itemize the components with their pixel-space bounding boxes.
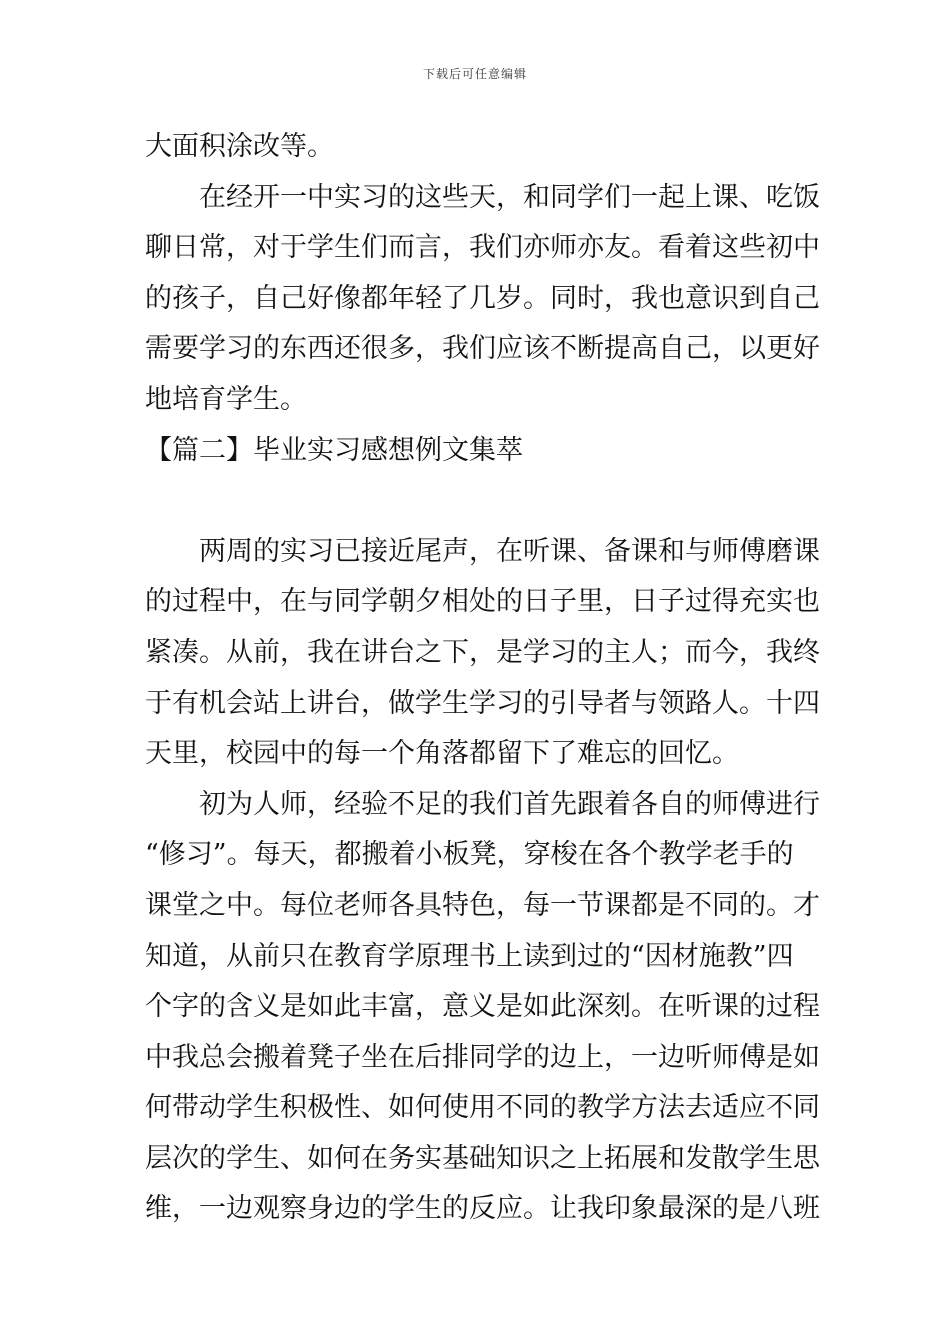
paragraph-line: 需要学习的东西还很多，我们应该不断提高自己，以更好	[145, 333, 820, 365]
paragraph-new-teacher	[145, 780, 820, 1235]
paragraph-line: 在经开一中实习的这些天，和同学们一起上课、吃饭	[199, 181, 820, 213]
paragraph-line: 于有机会站上讲台，做学生学习的引导者与领路人。十四	[145, 687, 820, 719]
blank-line	[145, 476, 810, 527]
paragraph-line: 知道，从前只在教育学原理书上读到过的“因材施教”四	[145, 940, 794, 972]
paragraph-internship-reflection	[145, 173, 820, 426]
paragraph-line: 课堂之中。每位老师各具特色，每一节课都是不同的。才	[145, 889, 820, 921]
paragraph-line: 初为人师，经验不足的我们首先跟着各自的师傅进行	[199, 788, 820, 820]
paragraph-two-weeks	[145, 527, 820, 780]
paragraph-line: 维，一边观察身边的学生的反应。让我印象最深的是八班	[145, 1193, 820, 1225]
paragraph-line: 紧凑。从前，我在讲台之下，是学习的主人；而今，我终	[145, 636, 820, 668]
section-heading: 【篇二】毕业实习感想例文集萃	[145, 434, 523, 466]
paragraph-line: 的孩子，自己好像都年轻了几岁。同时，我也意识到自己	[145, 282, 820, 314]
paragraph-line: 地培育学生。	[145, 383, 307, 415]
paragraph-line: “修习”。每天，都搬着小板凳，穿梭在各个教学老手的	[145, 839, 794, 871]
paragraph-line: 聊日常，对于学生们而言，我们亦师亦友。看着这些初中	[145, 232, 820, 264]
document-body	[145, 122, 820, 1235]
paragraph-line: 层次的学生、如何在务实基础知识之上拓展和发散学生思	[145, 1142, 820, 1174]
paragraph-line: 何带动学生积极性、如何使用不同的教学方法去适应不同	[145, 1092, 820, 1124]
paragraph-line: 天里，校园中的每一个角落都留下了难忘的回忆。	[145, 738, 739, 770]
paragraph-line: 的过程中，在与同学朝夕相处的日子里，日子过得充实也	[145, 586, 820, 618]
page-header: 下载后可任意编辑	[422, 67, 527, 81]
paragraph-line: 两周的实习已接近尾声，在听课、备课和与师傅磨课	[199, 535, 820, 567]
paragraph-line: 大面积涂改等。	[145, 131, 334, 162]
paragraph-line: 中我总会搬着凳子坐在后排同学的边上，一边听师傅是如	[145, 1041, 820, 1073]
paragraph-continuation	[145, 122, 810, 173]
paragraph-line: 个字的含义是如此丰富，意义是如此深刻。在听课的过程	[145, 991, 820, 1023]
